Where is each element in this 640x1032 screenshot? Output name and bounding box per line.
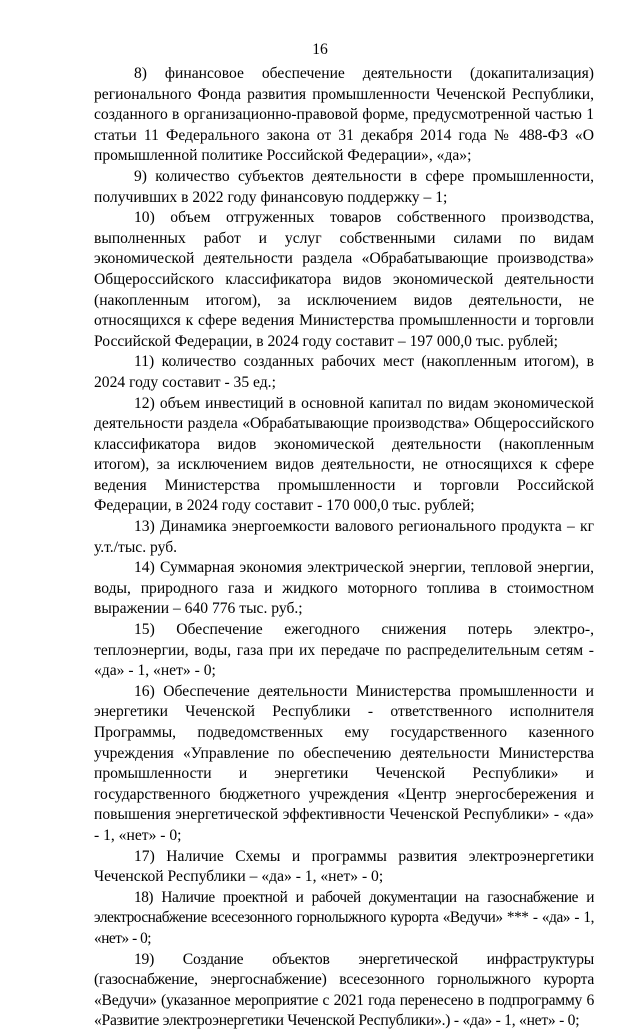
paragraph-item-9: 9) количество субъектов деятельности в сфере промышленности, получивших в 2022 году финансовую поддержку – 1; bbox=[94, 167, 594, 206]
paragraph-item-11: 11) количество созданных рабочих мест (накопленным итогом), в 2024 году составит - 35 ед.; bbox=[94, 353, 594, 391]
page-number: 16 bbox=[312, 41, 328, 58]
paragraph-item-15: 15) Обеспечение ежегодного снижения потерь электро-, теплоэнергии, воды, газа при их передаче по распределительным сетям - «да» - 1, «нет» - 0; bbox=[94, 621, 594, 680]
paragraph-item-18: 18) Наличие проектной и рабочей документации на газоснабжение и электроснабжение всесезонного горнолыжного курорта «Ведучи» *** - «да» - 1, «нет» - 0; bbox=[94, 888, 594, 947]
paragraph-item-19: 19) Создание объектов энергетической инфраструктуры (газоснабжение, энергоснабжение) всесезонного горнолыжного курорта «Ведучи» (указанное мероприятие с 2021 года перенесено в подпрограмму 6 «Развитие электроэнергетики Чеченской Республики».) - «да» - 1, «нет» - 0; bbox=[94, 950, 594, 1030]
document-body bbox=[94, 64, 594, 1032]
paragraph-item-12: 12) объем инвестиций в основной капитал по видам экономической деятельности раздела «Обрабатывающие производства» Общероссийского классификатора видов экономической деятельности (накопленным итогом), за исключением видов деятельности, не относящихся к сфере ведения Министерства промышленности и торговли Российской Федерации, в 2024 году составит - 170 000,0 тыс. рублей; bbox=[94, 394, 594, 515]
paragraph-item-13: 13) Динамика энергоемкости валового регионального продукта – кг у.т./тыс. руб. bbox=[94, 518, 594, 556]
paragraph-item-10: 10) объем отгруженных товаров собственного производства, выполненных работ и услуг собственными силами по видам экономической деятельности раздела «Обрабатывающие производства» Общероссийского классификатора видов экономической деятельности (накопленным итогом), за исключением видов деятельности, не относящихся к сфере ведения Министерства промышленности и торговли Российской Федерации, в 2024 году составит – 197 000,0 тыс. рублей; bbox=[94, 209, 594, 350]
paragraph-item-14: 14) Суммарная экономия электрической энергии, тепловой энергии, воды, природного газа и жидкого моторного топлива в стоимостном выражении – 640 776 тыс. руб.; bbox=[94, 559, 594, 618]
paragraph-item-17: 17) Наличие Схемы и программы развития электроэнергетики Чеченской Республики – «да» - 1, «нет» - 0; bbox=[94, 847, 594, 886]
paragraph-item-16: 16) Обеспечение деятельности Министерства промышленности и энергетики Чеченской Республики - ответственного исполнителя Программы, подведомственных ему государственного казенного учреждения «Управление по обеспечению деятельности Министерства промышленности и энергетики Чеченской Республики» и государственного бюджетного учреждения «Центр энергосбережения и повышения энергетической эффективности Чеченской Республики» - «да» - 1, «нет» - 0; bbox=[94, 682, 594, 844]
paragraph-item-8: 8) финансовое обеспечение деятельности (докапитализация) регионального Фонда развития промышленности Чеченской Республики, созданного в организационно-правовой форме, предусмотренной частью 1 статьи 11 Федерального закона от 31 декабря 2014 года № 488-ФЗ «О промышленной политике Российской Федерации», «да»; bbox=[94, 65, 594, 165]
